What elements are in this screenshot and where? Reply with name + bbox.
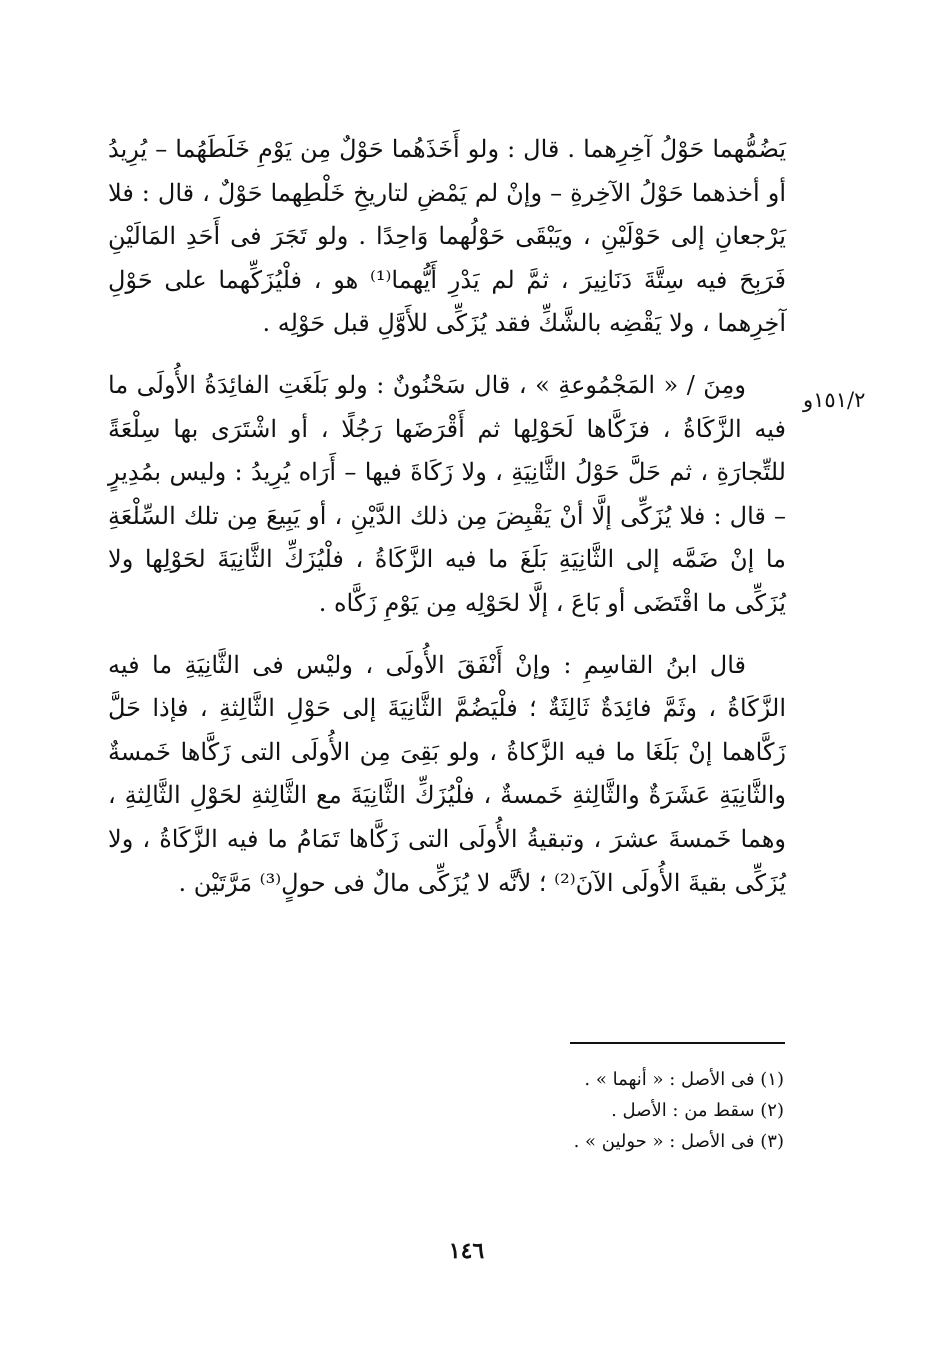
- paragraph-3: قال ابنُ القاسِمِ : وإنْ أَنْفَقَ الأُولَى ، وليْس فى الثَّانِيَةِ ما فيه الزَّكَاةُ ، وثَمَّ فائِدَةٌ ثَالِثَةٌ ؛ فلْيَضُمَّ الثَّانِيَةَ إلى حَوْلِ الثَّالِثةِ ، فإذا حَلَّ زَكَّاهما إنْ بَلَغَا ما فيه الزَّكاةُ ، ولو بَقِىَ مِن الأُولَى التى زَكَّاها خَمسةٌ والثَّانِيَةِ عَشَرَةٌ والثَّالِثةِ خَمسةٌ ، فلْيُزَكِّ الثَّانِيَةَ مع الثَّالِثةِ لحَوْلِ الثَّالِثةِ ، وهما خَمسةَ عشرَ ، وتبقيةُ الأُولَى التى زَكَّاها تَمَامُ ما فيه الزَّكَاةُ ، ولا يُزَكِّى بقيةَ الأُولَى الآنَ⁽²⁾ ؛ لأنَّه لا يُزَكِّى مالٌ فى حولٍ⁽³⁾ مَرَّتَيْن .: [108, 650, 786, 897]
- paragraph-1: يَضُمُّهما حَوْلُ آخِرِهما . قال : ولو أَخَذَهُما حَوْلٌ مِن يَوْمِ خَلَطَهُما – يُرِيدُ أو أخذهما حَوْلُ الآخِرةِ – وإنْ لم يَمْضِ لتاريخِ خَلْطِهما حَوْلٌ ، قال : فلا يَرْجعانِ إلى حَوْلَيْنِ ، ويَبْقَى حَوْلُهما وَاحِدًا . ولو تَجَرَ فى أَحَدِ المَالَيْنِ فَرَبِحَ فيه سِتَّةَ دَنَانِيرَ ، ثمَّ لم يَدْرِ أَيُّهما⁽¹⁾ هو ، فلْيُزَكِّهما على حَوْلِ آخِرِهما ، ولا يَقْضِه بالشَّكِّ فقد يُزَكِّى للأَوَّلِ قبل حَوْلِه .: [108, 135, 787, 338]
- page-number: ١٤٦: [448, 1238, 485, 1264]
- paragraph-2: ومِنَ / « المَجْمُوعةِ » ، قال سَحْنُونٌ : ولو بَلَغَتِ الفائِدَةُ الأُولَى ما فيه الزَّكَاةُ ، فزَكَّاها لَحَوْلِها ثم أَقْرَضَها رَجُلًا ، أو اشْتَرَى بها سِلْعَةً للتِّجارَةِ ، ثم حَلَّ حَوْلُ الثَّانِيَةِ ، ولا زَكَاةَ فيها – أَرَاه يُرِيدُ : وليس بمُدِيرٍ – قال : فلا يُزَكِّى إلَّا أنْ يَقْبِضَ مِن ذلك الدَّيْنِ ، أو يَبِيعَ مِن تلك السِّلْعَةِ ما إنْ ضَمَّه إلى الثَّانِيَةِ بَلَغَ ما فيه الزَّكَاةُ ، فلْيُزَكِّ الثَّانِيَةَ لحَوْلِها ولا يُزَكِّى ما اقْتَضَى أو بَاعَ ، إلَّا لحَوْلِه مِن يَوْمِ زَكَّاه .: [108, 370, 786, 617]
- footnotes: [420, 1064, 784, 1157]
- main-text: [108, 128, 786, 905]
- footnote-1: (١) فى الأصل : « أنهما » .: [584, 1069, 784, 1090]
- footnote-separator: [570, 1042, 785, 1044]
- footnote-2: (٢) سقط من : الأصل .: [611, 1100, 784, 1121]
- manuscript-folio-reference: ١٥١/٢و: [803, 388, 866, 412]
- footnote-3: (٣) فى الأصل : « حولين » .: [573, 1131, 784, 1152]
